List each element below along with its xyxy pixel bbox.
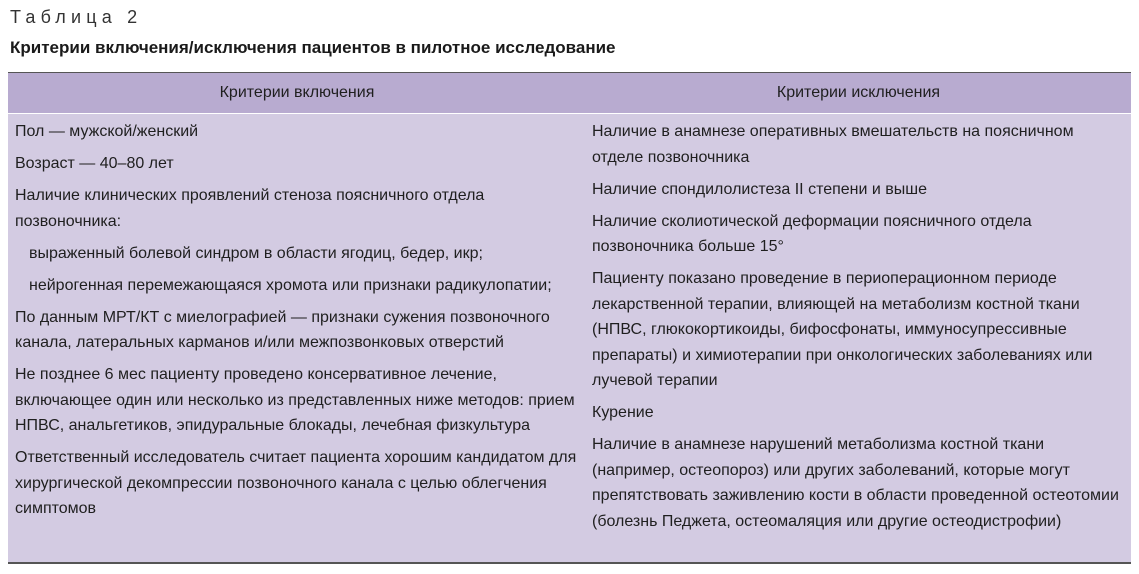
header-inclusion: Критерии включения <box>219 84 375 101</box>
exclusion-column <box>592 119 1127 541</box>
inclusion-item: Наличие клинических проявлений стеноза поясничного отдела позвоночника: <box>15 187 485 230</box>
table-label: Таблица 2 <box>10 7 143 27</box>
criteria-table <box>8 73 1131 562</box>
header-exclusion: Критерии исключения <box>776 84 941 101</box>
exclusion-item: Наличие в анамнезе оперативных вмешательств на поясничном отделе позвоночника <box>592 123 1074 166</box>
exclusion-item: Пациенту показано проведение в периоперационном периоде лекарственной терапии, влияющей на метаболизм костной ткани (НПВС, глюкокортикоиды, бифосфонаты, иммуносупрессивные препараты) и химиотерапии при онкологических заболеваниях или лучевой терапии <box>592 270 1093 389</box>
exclusion-item: Курение <box>592 404 654 421</box>
inclusion-subitem: нейрогенная перемежающаяся хромота или признаки радикулопатии; <box>29 276 552 294</box>
table-title: Критерии включения/исключения пациентов в пилотное исследование <box>10 38 616 57</box>
inclusion-item: Не позднее 6 мес пациенту проведено консервативное лечение, включающее один или несколько из представленных ниже методов: прием НПВС, анальгетиков, эпидуральные блокады, лечебная физкультура <box>15 366 575 434</box>
exclusion-item: Наличие сколиотической деформации поясничного отдела позвоночника больше 15° <box>592 212 1032 255</box>
exclusion-item: Наличие спондилолистеза II степени и выше <box>592 180 928 198</box>
header-divider <box>8 113 1131 114</box>
inclusion-subitem: выраженный болевой синдром в области ягодиц, бедер, икр; <box>29 244 483 262</box>
inclusion-item: По данным МРТ/КТ с миелографией — признаки сужения позвоночного канала, латеральных карманов и/или межпозвонковых отверстий <box>15 308 550 351</box>
bottom-rule <box>8 562 1131 564</box>
inclusion-item: Пол — мужской/женский <box>15 123 199 140</box>
inclusion-column <box>15 119 580 528</box>
exclusion-item: Наличие в анамнезе нарушений метаболизма костной ткани (например, остеопороз) или других заболеваний, которые могут препятствовать заживлению кости в области проведенной остеотомии (болезнь Педжета, остеомаляция или другие остеодистрофии) <box>592 436 1119 530</box>
inclusion-item: Возраст — 40–80 лет <box>15 155 174 172</box>
inclusion-item: Ответственный исследователь считает пациента хорошим кандидатом для хирургической декомпрессии позвоночного канала с целью облегчения симптомов <box>15 449 577 517</box>
table-header-row <box>8 73 1131 113</box>
